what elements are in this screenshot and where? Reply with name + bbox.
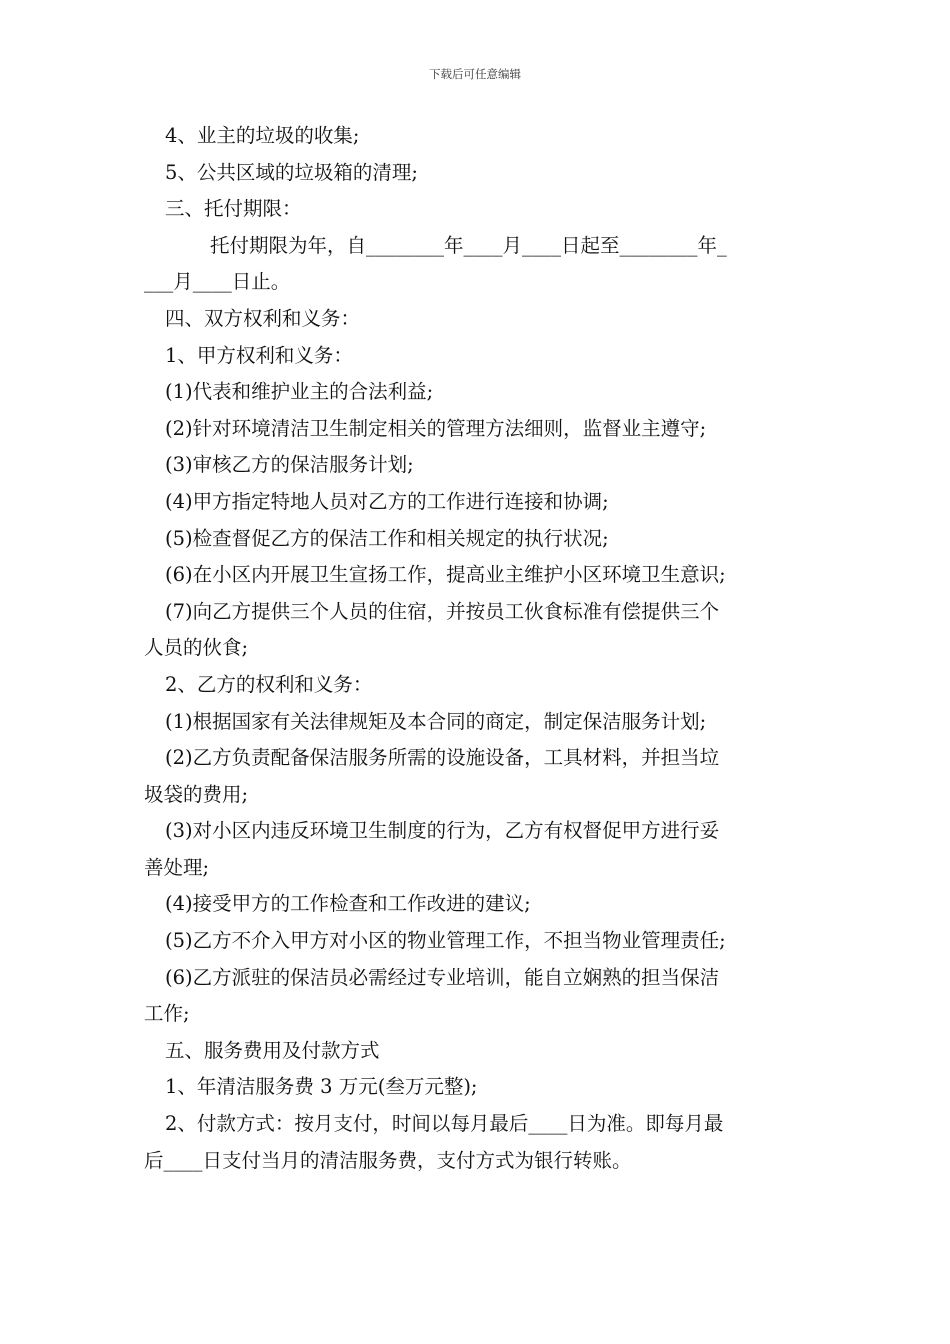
text-line: (4)甲方指定特地人员对乙方的工作进行连接和协调; bbox=[165, 489, 609, 513]
subsection-heading: 1、甲方权利和义务： bbox=[165, 343, 353, 367]
section-heading: 五、服务费用及付款方式 bbox=[165, 1038, 380, 1062]
subsection-heading: 2、乙方的权利和义务： bbox=[165, 672, 373, 696]
text-line: (5)检查督促乙方的保洁工作和相关规定的执行状况; bbox=[165, 526, 609, 550]
text-line: (4)接受甲方的工作检查和工作改进的建议; bbox=[165, 892, 531, 916]
text-line: (7)向乙方提供三个人员的住宿，并按员工伙食标准有偿提供三个 bbox=[165, 599, 720, 623]
section-heading: 四、双方权利和义务： bbox=[165, 306, 361, 330]
text-line: 善处理; bbox=[144, 855, 210, 879]
text-line: (5)乙方不介入甲方对小区的物业管理工作，不担当物业管理责任; bbox=[165, 929, 726, 953]
text-line: 托付期限为年，自________年____月____日起至________年_ bbox=[210, 233, 727, 257]
text-line: (3)审核乙方的保洁服务计划; bbox=[165, 453, 414, 477]
text-line: (6)在小区内开展卫生宣扬工作，提高业主维护小区环境卫生意识; bbox=[165, 563, 726, 587]
text-line: 4、业主的垃圾的收集; bbox=[165, 124, 360, 147]
document-body bbox=[144, 118, 812, 1179]
text-line: (1)代表和维护业主的合法利益; bbox=[165, 380, 434, 404]
text-line: (6)乙方派驻的保洁员必需经过专业培训，能自立娴熟的担当保洁 bbox=[165, 965, 720, 989]
section-heading: 三、托付期限： bbox=[165, 197, 302, 221]
text-line: 2、付款方式：按月支付，时间以每月最后____日为准。即每月最 bbox=[165, 1112, 724, 1136]
text-line: 人员的伙食; bbox=[144, 636, 249, 660]
page-header: 下载后可任意编辑 bbox=[429, 67, 521, 81]
text-line: ___月____日止。 bbox=[144, 270, 291, 294]
text-line: 1、年清洁服务费 3 万元(叁万元整); bbox=[165, 1075, 478, 1099]
text-line: (2)针对环境清洁卫生制定相关的管理方法细则，监督业主遵守; bbox=[165, 416, 707, 440]
text-line: (3)对小区内违反环境卫生制度的行为，乙方有权督促甲方进行妥 bbox=[165, 819, 720, 843]
text-line: 工作; bbox=[144, 1002, 190, 1026]
text-line: 圾袋的费用; bbox=[144, 782, 249, 806]
text-line: (1)根据国家有关法律规矩及本合同的商定，制定保洁服务计划; bbox=[165, 709, 707, 733]
text-line: 后____日支付当月的清洁服务费，支付方式为银行转账。 bbox=[144, 1148, 632, 1172]
text-line: 5、公共区域的垃圾箱的清理; bbox=[165, 160, 418, 184]
text-line: (2)乙方负责配备保洁服务所需的设施设备，工具材料，并担当垃 bbox=[165, 746, 720, 770]
